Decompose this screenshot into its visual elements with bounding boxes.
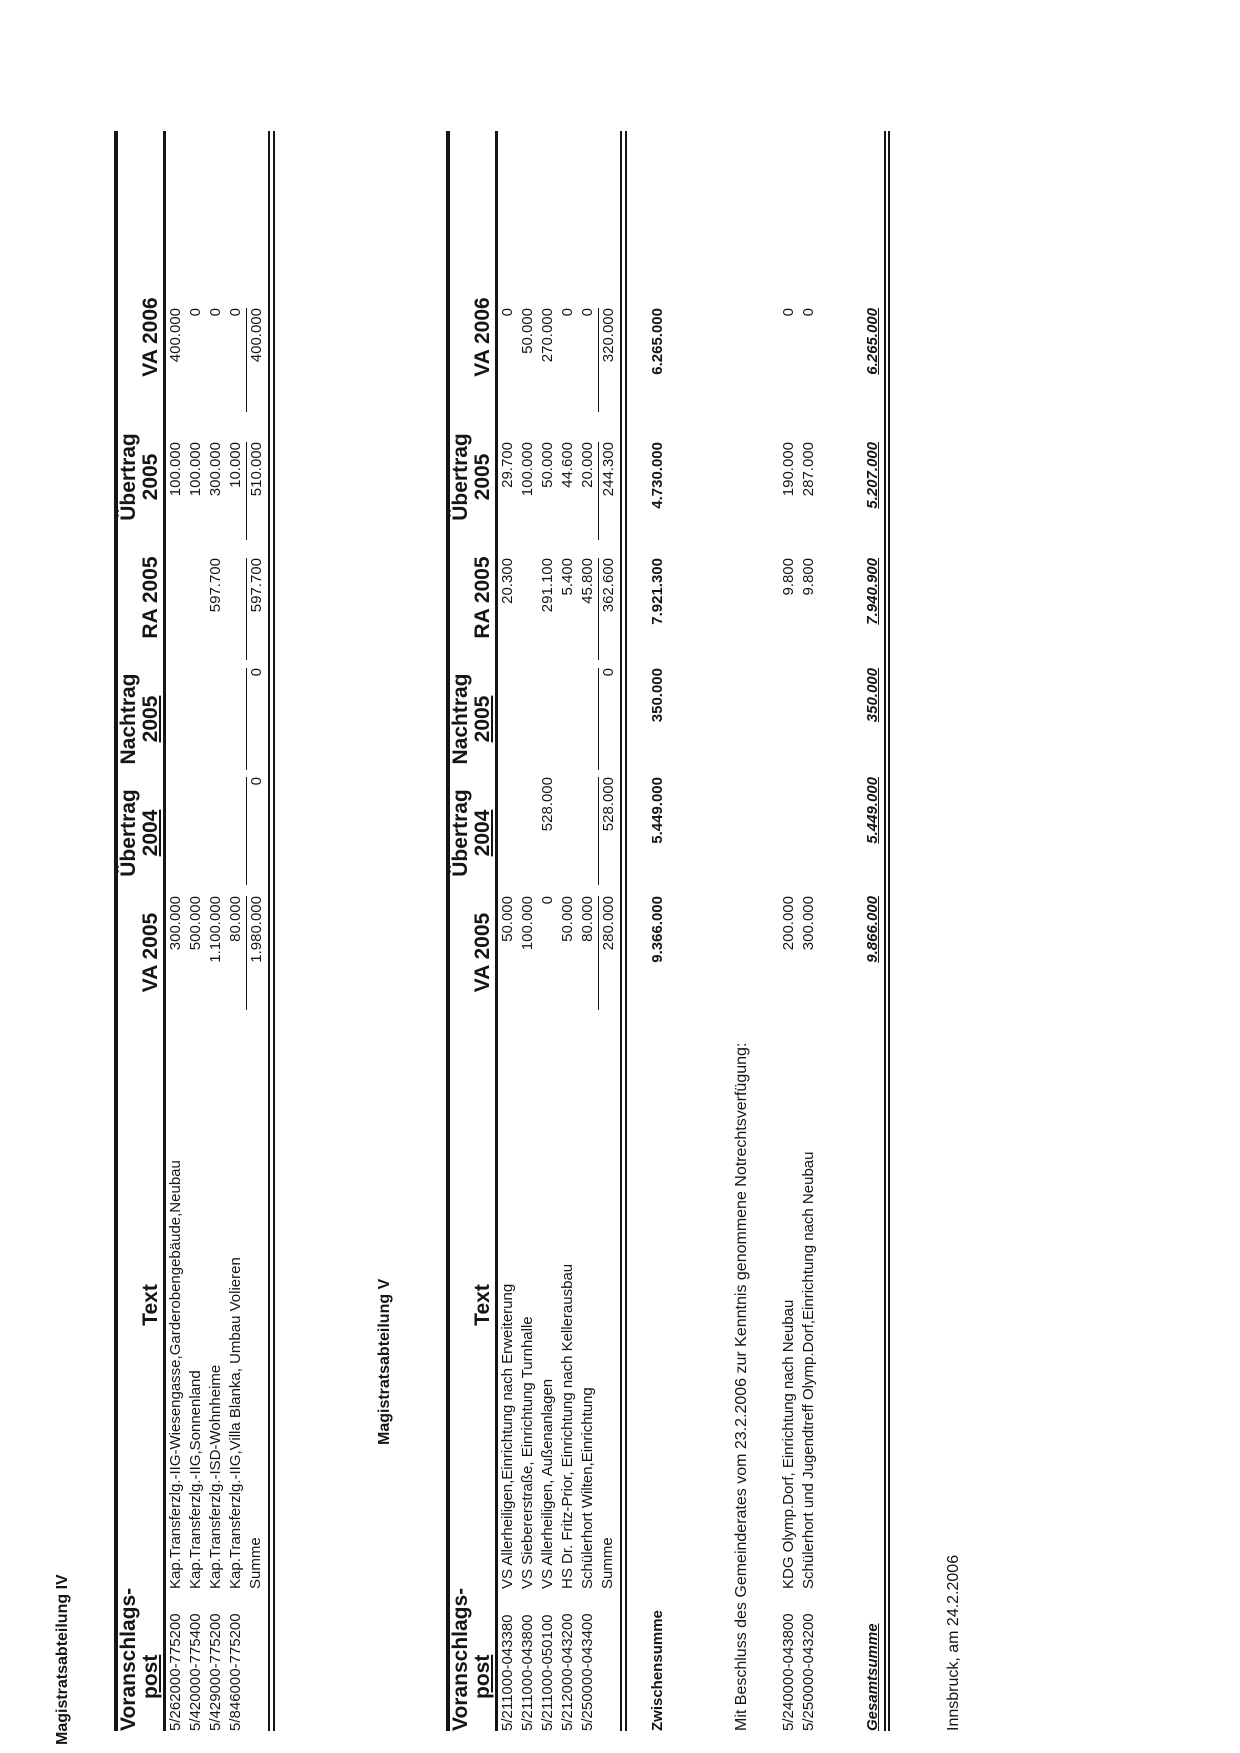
- table-row: 5/211000-043800 VS Siebererstraße, Einrichtung Turnhalle 100.000 100.000 50.000: [519, 308, 536, 1731]
- table-row: 5/212000-043200 HS Dr. Fritz-Prior, Einrichtung nach Kellerausbau 50.000 5.400 44.600 0: [559, 308, 576, 1731]
- header-nach2005: Nachtrag 2005: [449, 673, 494, 765]
- table-bottom-rule: [620, 131, 622, 1731]
- sum-row: Summe 1.980.000 0 0 597.700 510.000 400.000: [247, 308, 265, 1589]
- table-bottom-rule-2: [625, 131, 627, 1731]
- header-post: Voranschlags- post: [449, 1587, 494, 1731]
- header-text: Text: [139, 1284, 162, 1326]
- table-row: 5/262000-775200 Kap.Transferzlg.-IIG-Wiesengasse,Garderobengebäude,Neubau 300.000 100.000 400.000: [167, 308, 184, 1731]
- header-ueb2004: Übertrag 2004: [449, 789, 494, 877]
- rotated-document-sheet: [52, 25, 1192, 1745]
- header-ueb2005: Übertrag 2005: [449, 433, 494, 521]
- table-bottom-rule-2: [273, 131, 275, 1731]
- grand-total-rule: [884, 131, 886, 1731]
- subtotal-row: Zwischensumme 9.366.000 5.449.000 350.000 7.921.300 4.730.000 6.265.000: [649, 308, 666, 1731]
- notrecht-row: 5/250000-043200 Schülerhort und Jugendtreff Olymp.Dorf,Einrichtung nach Neubau 300.000 9.800 287.000 0: [800, 308, 817, 1731]
- table-row: 5/429000-775200 Kap.Transferzlg.-ISD-Wohnheime 1.100.000 597.700 300.000 0: [207, 308, 224, 1731]
- table-row: 5/420000-775400 Kap.Transferzlg.-IIG,Sonnenland 500.000 100.000 0: [187, 308, 204, 1731]
- header-nach2005: Nachtrag 2005: [117, 673, 162, 765]
- table-row: 5/846000-775200 Kap.Transferzlg.-IIG,Villa Blanka, Umbau Volieren 80.000 10.000 0: [227, 308, 244, 1731]
- grand-total-row: Gesamtsumme 9.866.000 5.449.000 350.000 7.940.900 5.207.000 6.265.000: [864, 308, 881, 1731]
- section-title-mag5: Magistratsabteilung V: [376, 1278, 393, 1445]
- header-ra2005: RA 2005: [471, 556, 494, 639]
- grand-total-rule-2: [888, 131, 890, 1731]
- header-va2006: VA 2006: [139, 297, 162, 377]
- header-ueb2004: Übertrag 2004: [117, 789, 162, 877]
- table-row: 5/211000-050100 VS Allerheiligen, Außenanlagen 0 528.000 291.100 50.000 270.000: [539, 308, 556, 1731]
- header-va2006: VA 2006: [471, 297, 494, 377]
- notrecht-row: 5/240000-043800 KDG Olymp.Dorf, Einrichtung nach Neubau 200.000 9.800 190.000 0: [780, 308, 797, 1731]
- table-row: 5/211000-043380 VS Allerheiligen,Einrichtung nach Erweiterung 50.000 20.300 29.700 0: [499, 308, 516, 1731]
- table-top-rule: [114, 131, 118, 1731]
- header-va2005: VA 2005: [471, 912, 494, 993]
- header-text: Text: [471, 1284, 494, 1326]
- header-ueb2005: Übertrag 2005: [117, 433, 162, 521]
- section-title-mag4: Magistratsabteilung IV: [54, 1574, 71, 1745]
- header-va2005: VA 2005: [139, 912, 162, 993]
- table-top-rule: [446, 131, 450, 1731]
- table-row: 5/250000-043400 Schülerhort Wilten,Einrichtung 80.000 45.800 20.000 0: [579, 308, 596, 1731]
- header-ra2005: RA 2005: [139, 556, 162, 639]
- table-bottom-rule: [268, 131, 270, 1731]
- notrecht-intro: Mit Beschluss des Gemeinderates vom 23.2.2006 zur Kenntnis genommene Notrechtsverfügung:: [733, 1042, 750, 1731]
- sum-row: Summe 280.000 528.000 0 362.600 244.300 320.000: [599, 308, 617, 1589]
- place-date: Innsbruck, am 24.2.2006: [945, 1554, 962, 1731]
- header-post: Voranschlags- post: [117, 1587, 162, 1731]
